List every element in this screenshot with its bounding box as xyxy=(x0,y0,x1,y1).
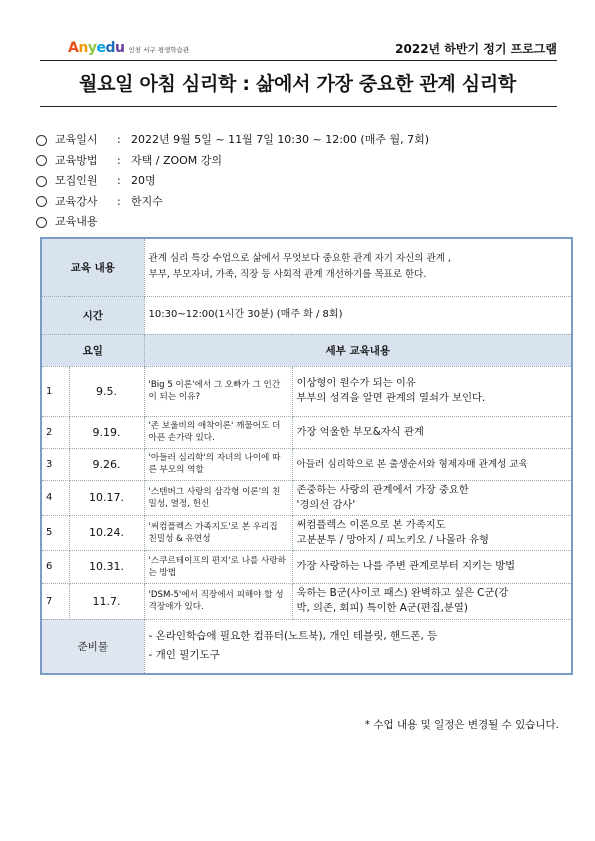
page-title: 월요일 아침 심리학 : 삶에서 가장 중요한 관계 심리학 xyxy=(79,73,516,95)
circle-bullet-icon xyxy=(36,155,47,166)
day-header: 요일 xyxy=(41,334,144,366)
prep-line: - 개인 필기도구 xyxy=(148,649,220,662)
row-detail xyxy=(292,448,572,480)
title-rule xyxy=(40,106,557,107)
anyedu-logo xyxy=(68,40,189,56)
row-date: 10.17. xyxy=(69,480,144,515)
row-number: 6 xyxy=(41,550,69,583)
header-rule xyxy=(40,60,557,61)
curriculum-table xyxy=(40,237,573,675)
prep-row xyxy=(41,619,572,674)
content-label: 교육 내용 xyxy=(41,238,144,296)
detail-header: 세부 교육내용 xyxy=(144,334,572,366)
info-separator: : xyxy=(117,133,121,146)
row-number: 4 xyxy=(41,480,69,515)
row-detail xyxy=(292,416,572,448)
content-row xyxy=(41,238,572,296)
row-topic: '써컴플렉스 가족지도'로 본 우리집 친밀성 & 유연성 xyxy=(144,515,292,550)
info-separator: : xyxy=(117,153,121,167)
detail-line: 존중하는 사랑의 관계에서 가장 중요한 xyxy=(296,483,469,496)
row-detail xyxy=(292,583,572,619)
table-row xyxy=(41,515,572,550)
row-detail xyxy=(292,366,572,416)
logo-wordmark: Anyedu xyxy=(68,40,125,56)
row-date: 11.7. xyxy=(69,583,144,619)
circle-bullet-icon xyxy=(36,176,47,187)
info-separator: : xyxy=(117,174,121,187)
row-topic: '스쿠르테이프의 편지'로 나를 사랑하는 방법 xyxy=(144,550,292,583)
logo-subtitle: 인천 서구 평생학습관 xyxy=(128,46,190,54)
info-item xyxy=(36,212,429,233)
prep-line: - 온라인학습에 필요한 컴퓨터(노트북), 개인 테블릿, 핸드폰, 등 xyxy=(148,630,438,643)
table-row xyxy=(41,480,572,515)
detail-line: 부부의 성격을 알면 관계의 열쇠가 보인다. xyxy=(296,392,486,404)
info-item xyxy=(36,192,429,213)
info-value: 20명 xyxy=(131,174,156,187)
info-value: 자택 / ZOOM 강의 xyxy=(131,153,223,167)
info-item xyxy=(36,171,429,192)
row-number: 3 xyxy=(41,448,69,480)
circle-bullet-icon xyxy=(36,135,47,146)
detail-line: 이상형이 원수가 되는 이유 xyxy=(296,377,416,389)
detail-line: 써컴플렉스 이론으로 본 가족지도 xyxy=(296,518,446,531)
info-item xyxy=(36,130,429,151)
row-topic: 'Big 5 이론'에서 그 오빠가 그 인간이 되는 이유? xyxy=(144,366,292,416)
circle-bullet-icon xyxy=(36,217,47,228)
program-label: 2022년 하반기 정기 프로그램 xyxy=(395,42,557,56)
row-date: 10.24. xyxy=(69,515,144,550)
info-label: 교육내용 xyxy=(55,215,98,228)
info-item xyxy=(36,151,429,172)
time-row xyxy=(41,296,572,334)
row-date: 9.26. xyxy=(69,448,144,480)
time-value: 10:30~12:00(1시간 30분) (매주 화 / 8회) xyxy=(144,296,572,334)
prep-label: 준비물 xyxy=(41,619,144,674)
detail-line: 고분분투 / 망아지 / 피노키오 / 나몰라 유형 xyxy=(296,533,489,546)
row-topic: '존 보울비의 애착이론' 깨물어도 더 아픈 손가락 있다. xyxy=(144,416,292,448)
table-row xyxy=(41,366,572,416)
change-notice: * 수업 내용 및 일정은 변경될 수 있습니다. xyxy=(364,719,559,731)
info-label: 교육방법 xyxy=(55,153,98,167)
detail-line: 가장 억울한 부모&자식 관계 xyxy=(296,425,424,438)
row-date: 10.31. xyxy=(69,550,144,583)
time-label: 시간 xyxy=(41,296,144,334)
info-label: 모집인원 xyxy=(55,174,98,187)
info-value: 한지수 xyxy=(131,194,163,208)
content-text xyxy=(144,238,572,296)
info-list xyxy=(36,130,429,233)
row-topic: 'DSM-5'에서 직장에서 피해야 할 성격장애가 있다. xyxy=(144,583,292,619)
info-separator: : xyxy=(117,194,121,208)
info-label: 교육강사 xyxy=(55,194,98,208)
row-number: 1 xyxy=(41,366,69,416)
prep-text xyxy=(144,619,572,674)
table-row xyxy=(41,448,572,480)
row-date: 9.5. xyxy=(69,366,144,416)
row-topic: '아들러 심리학'의 자녀의 나이에 따른 부모의 역할 xyxy=(144,448,292,480)
info-label: 교육일시 xyxy=(55,133,98,146)
content-line: 부부, 부모자녀, 가족, 직장 등 사회적 관계 개선하기를 목표로 한다. xyxy=(148,269,427,281)
detail-line: 욱하는 B군(사이코 패스) 완벽하고 싶은 C군(강 xyxy=(296,587,509,599)
circle-bullet-icon xyxy=(36,196,47,207)
row-detail xyxy=(292,550,572,583)
detail-line: 박, 의존, 회피) 특이한 A군(편집,분열) xyxy=(296,602,468,614)
table-row xyxy=(41,550,572,583)
content-line: 관계 심리 특강 수업으로 삶에서 무엇보다 중요한 관계 자기 자신의 관계 , xyxy=(148,253,451,265)
row-detail xyxy=(292,515,572,550)
table-row xyxy=(41,583,572,619)
table-row xyxy=(41,416,572,448)
row-date: 9.19. xyxy=(69,416,144,448)
row-detail xyxy=(292,480,572,515)
detail-line: 가장 사랑하는 나를 주변 관계로부터 지키는 방법 xyxy=(296,560,516,572)
detail-line: '경의선 감사' xyxy=(296,498,356,511)
row-number: 7 xyxy=(41,583,69,619)
row-number: 2 xyxy=(41,416,69,448)
detail-line: 아들러 심리학으로 본 출생순서와 형제자매 관계성 교육 xyxy=(296,458,528,470)
row-number: 5 xyxy=(41,515,69,550)
row-topic: '스텐버그 사랑의 삼각형 이론'의 친밀성, 열정, 헌신 xyxy=(144,480,292,515)
info-value: 2022년 9월 5일 ~ 11월 7일 10:30 ~ 12:00 (매주 월, 7회) xyxy=(131,133,429,146)
table-header-row xyxy=(41,334,572,366)
